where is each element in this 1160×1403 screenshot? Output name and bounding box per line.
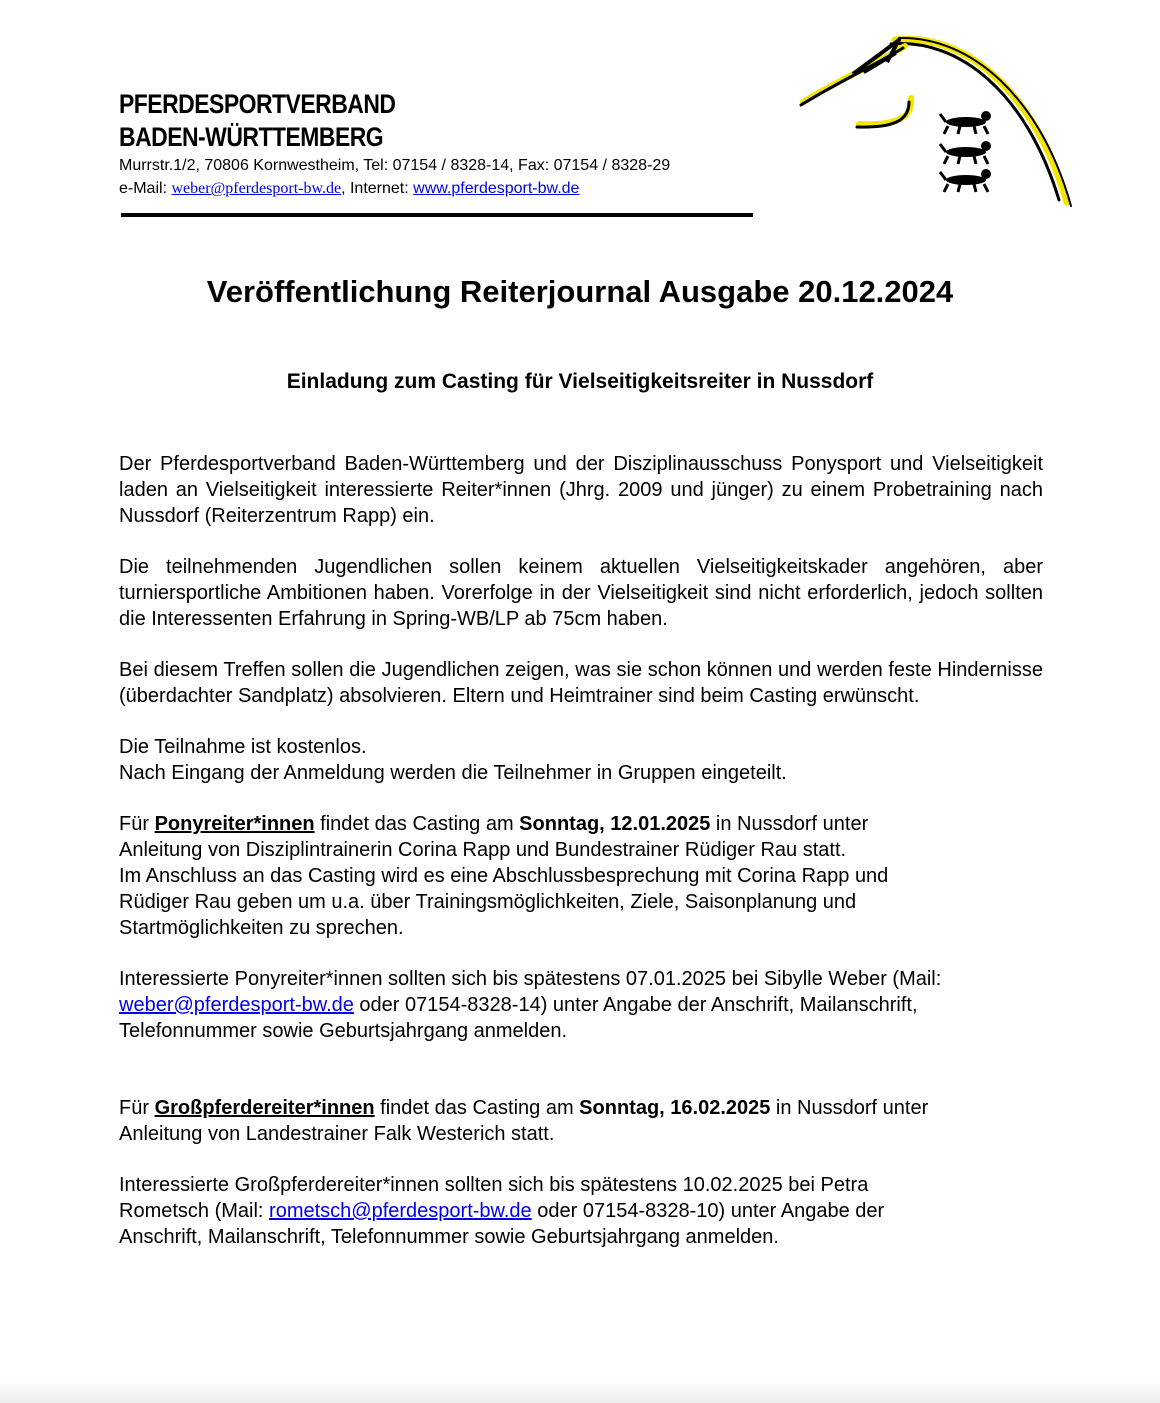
horse-casting-line-1: Für Großpferdereiter*innen findet das Casting am Sonntag, 16.02.2025 in Nussdorf unter: [119, 1097, 929, 1119]
email-web-line: [119, 177, 670, 200]
paragraph-pony-registration: [119, 966, 1043, 1044]
contact-block: [119, 154, 670, 200]
paragraph-meeting: Bei diesem Treffen sollen die Jugendlichen zeigen, was sie schon können und werden feste Hindernisse (überdachter Sandplatz) absolvieren. Eltern und Heimtrainer sind beim Casting erwünscht.: [119, 659, 1043, 707]
org-name-line-1: PFERDESPORTVERBAND: [119, 89, 396, 119]
paragraph-groups: Nach Eingang der Anmeldung werden die Teilnehmer in Gruppen eingeteilt.: [119, 762, 787, 784]
pony-casting-line-4: Rüdiger Rau geben um u.a. über Trainingsmöglichkeiten, Ziele, Saisonplanung und: [119, 891, 857, 913]
document-subtitle: Einladung zum Casting für Vielseitigkeitsreiter in Nussdorf: [286, 370, 874, 393]
horse-casting-date: Sonntag, 16.02.2025: [579, 1097, 771, 1119]
paragraph-horse-registration: [119, 1172, 1043, 1250]
paragraph-pony-casting: [119, 811, 1043, 941]
pony-casting-line-3: Im Anschluss an das Casting wird es eine Abschlussbesprechung mit Corina Rapp und: [119, 865, 889, 887]
pony-email-link[interactable]: weber@pferdesport-bw.de: [119, 994, 354, 1016]
header-email-link[interactable]: weber@pferdesport-bw.de: [171, 180, 342, 197]
paragraph-free: Die Teilnahme ist kostenlos.: [119, 736, 367, 758]
horse-registration-line-1: Interessierte Großpferdereiter*innen sollten sich bis spätestens 10.02.2025 bei Petra: [119, 1174, 869, 1196]
horse-registration-line-2: Rometsch (Mail: rometsch@pferdesport-bw.de oder 07154-8328-10) unter Angabe der: [119, 1200, 885, 1222]
internet-label: , Internet:: [341, 180, 409, 197]
paragraph-intro: Der Pferdesportverband Baden-Württemberg und der Disziplinausschuss Ponysport und Vielseitigkeit laden an Vielseitigkeit interessierte Reiter*innen (Jhrg. 2009 und jünger) zu einem Probetraining nach Nussdorf (Reiterzentrum Rapp) ein.: [119, 453, 1043, 527]
pony-casting-line-1: Für Ponyreiter*innen findet das Casting am Sonntag, 12.01.2025 in Nussdorf unter: [119, 813, 869, 835]
pony-casting-line-2: Anleitung von Disziplintrainerin Corina Rapp und Bundestrainer Rüdiger Rau statt.: [119, 839, 847, 861]
pony-registration-line-1: Interessierte Ponyreiter*innen sollten sich bis spätestens 07.01.2025 bei Sibylle Weber (Mail:: [119, 968, 942, 990]
org-name-line-2: BADEN-WÜRTTEMBERG: [119, 122, 384, 152]
pony-registration-line-3: Telefonnummer sowie Geburtsjahrgang anmelden.: [119, 1020, 568, 1042]
horse-email-link[interactable]: rometsch@pferdesport-bw.de: [269, 1200, 532, 1222]
horse-casting-line-2: Anleitung von Landestrainer Falk Westerich statt.: [119, 1123, 555, 1145]
pony-group-label: Ponyreiter*innen: [154, 813, 315, 835]
paragraph-requirements: Die teilnehmenden Jugendlichen sollen keinem aktuellen Vielseitigkeitskader angehören, aber turniersportliche Ambitionen haben. Vorerfolge in der Vielseitigkeit sind nicht erforderlich, jedoch sollten die Interessenten Erfahrung in Spring-WB/LP ab 75cm haben.: [119, 556, 1043, 630]
document-body: [119, 451, 1043, 1250]
pony-casting-line-5: Startmöglichkeiten zu sprechen.: [119, 917, 404, 939]
document-title: Veröffentlichung Reiterjournal Ausgabe 20.12.2024: [206, 274, 954, 309]
email-label: e-Mail:: [119, 180, 168, 197]
header-divider: [121, 213, 753, 217]
horse-head-coat-of-arms-logo: [795, 32, 1075, 212]
horse-registration-line-3: Anschrift, Mailanschrift, Telefonnummer sowie Geburtsjahrgang anmelden.: [119, 1226, 779, 1248]
pony-casting-date: Sonntag, 12.01.2025: [519, 813, 711, 835]
paragraph-horse-casting: [119, 1095, 1043, 1147]
horse-group-label: Großpferdereiter*innen: [154, 1097, 375, 1119]
page-bottom-shadow: [0, 1380, 1160, 1403]
address-line: Murrstr.1/2, 70806 Kornwestheim, Tel: 07154 / 8328-14, Fax: 07154 / 8328-29: [119, 157, 671, 174]
organization-name: [119, 88, 395, 154]
pony-registration-line-2: weber@pferdesport-bw.de oder 07154-8328-14) unter Angabe der Anschrift, Mailanschrift,: [119, 994, 918, 1016]
header-website-link[interactable]: www.pferdesport-bw.de: [413, 180, 580, 197]
